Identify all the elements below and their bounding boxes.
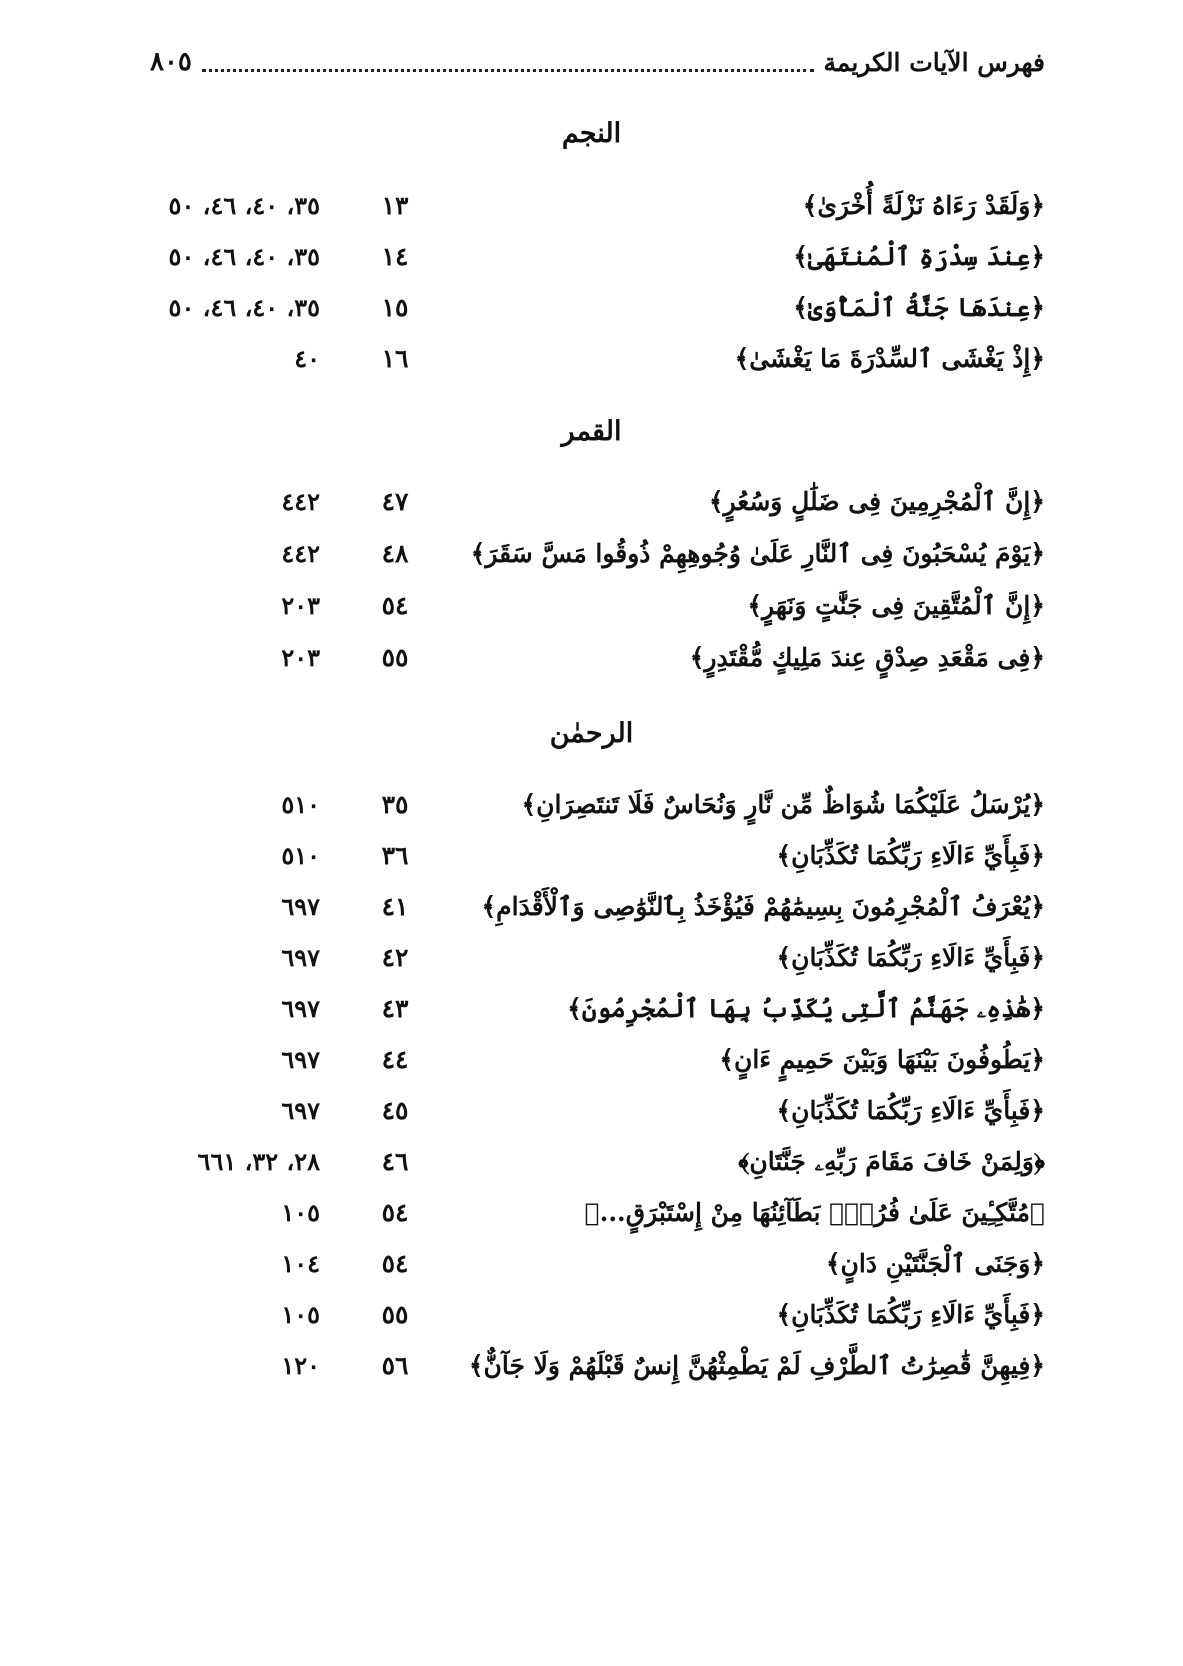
- index-row: [140, 1142, 1045, 1182]
- index-row: [140, 989, 1045, 1029]
- page-references: ٣٥، ٤٠، ٤٦، ٥٠: [168, 191, 320, 220]
- index-row: [140, 339, 1045, 379]
- verse-text: ﴿فِيهِنَّ قَٰصِرَٰتُ ٱلطَّرْفِ لَمْ يَطْمِثْهُنَّ إِنسٌ قَبْلَهُمْ وَلَا جَآنٌّ﴾: [468, 1351, 1045, 1380]
- page-references: ٥١٠: [281, 790, 320, 819]
- verse-text: ﴿يُرْسَلُ عَلَيْكُمَا شُوَاظٌ مِّن نَّارٍ وَنُحَاسٌ فَلَا تَنتَصِرَانِ﴾: [521, 790, 1045, 819]
- page-references: ٣٥، ٤٠، ٤٦، ٥٠: [168, 293, 320, 322]
- index-row: [140, 1040, 1045, 1080]
- page-references: ٣٥، ٤٠، ٤٦، ٥٠: [168, 242, 320, 271]
- index-row: [140, 887, 1045, 927]
- index-row: [140, 1346, 1045, 1386]
- page-references: ٦٩٧: [281, 892, 320, 921]
- page-references: ٤٤٢: [281, 539, 320, 568]
- verse-text: ﴿فَبِأَيِّ ءَالَاءِ رَبِّكُمَا تُكَذِّبَانِ﴾: [776, 943, 1045, 972]
- page-references: ٢٨، ٣٢، ٦٦١: [197, 1147, 320, 1176]
- ayah-number: ٣٥: [381, 790, 409, 819]
- ayah-number: ٥٤: [381, 1198, 409, 1227]
- verse-text: ﴿يَطُوفُونَ بَيْنَهَا وَبَيْنَ حَمِيمٍ ءَانٍ﴾: [719, 1045, 1045, 1074]
- verse-text: ﴿إِنَّ ٱلْمُتَّقِينَ فِى جَنَّٰتٍ وَنَهَرٍ﴾: [747, 591, 1045, 620]
- header-title: فهرس الآيات الكريمة: [823, 47, 1045, 77]
- page-references: ٦٩٧: [281, 943, 320, 972]
- index-row: [140, 1091, 1045, 1131]
- verse-text: ﴿هَٰذِهِۦ جَهَنَّمُ ٱلَّتِى يُكَذِّبُ بِهَا ٱلْمُجْرِمُونَ﴾: [567, 994, 1045, 1023]
- index-row: [140, 1295, 1045, 1335]
- index-row: [140, 482, 1045, 522]
- ayah-number: ١٤: [381, 242, 409, 271]
- ayah-number: ٥٤: [381, 591, 409, 620]
- page-references: ٤٠: [294, 344, 320, 373]
- section-title-rahman: الرحمٰن: [549, 718, 634, 749]
- ayah-number: ٥٦: [381, 1351, 409, 1380]
- ayah-number: ٥٤: [381, 1249, 409, 1278]
- verse-text: ﴿فِى مَقْعَدِ صِدْقٍ عِندَ مَلِيكٍ مُّقْتَدِرٍ﴾: [689, 643, 1045, 672]
- index-row: [140, 785, 1045, 825]
- verse-text: ﴿إِذْ يَغْشَى ٱلسِّدْرَةَ مَا يَغْشَىٰ﴾: [734, 344, 1045, 373]
- verse-text: ﴿يَوْمَ يُسْحَبُونَ فِى ٱلنَّارِ عَلَىٰ وُجُوهِهِمْ ذُوقُوا مَسَّ سَقَرَ﴾: [470, 539, 1045, 568]
- page-references: ٦٩٧: [281, 994, 320, 1023]
- ayah-number: ٤٦: [381, 1147, 409, 1176]
- ayah-number: ٤٤: [381, 1045, 409, 1074]
- ayah-number: ٥٥: [381, 1300, 409, 1329]
- header-leader-dots: [202, 69, 814, 72]
- verse-text: ﴿إِنَّ ٱلْمُجْرِمِينَ فِى ضَلَٰلٍ وَسُعُرٍ﴾: [708, 487, 1045, 516]
- index-row: [140, 1244, 1045, 1284]
- index-row: [140, 586, 1045, 626]
- ayah-number: ١٥: [381, 293, 409, 322]
- ayah-number: ٤١: [381, 892, 409, 921]
- ayah-number: ٤٧: [381, 487, 409, 516]
- verse-text: ﴿فَبِأَيِّ ءَالَاءِ رَبِّكُمَا تُكَذِّبَانِ﴾: [776, 1300, 1045, 1329]
- index-row: [140, 836, 1045, 876]
- page-references: ٢٠٣: [281, 643, 320, 672]
- verse-text: ﴿مُتَّكِـِٔينَ عَلَىٰ فُرُشٍۭ بَطَآئِنُهَا مِنْ إِسْتَبْرَقٍ...﴾: [584, 1198, 1045, 1227]
- section-title-najm: النجم: [561, 118, 622, 149]
- index-row: [140, 186, 1045, 226]
- page-references: ١٢٠: [281, 1351, 320, 1380]
- index-row: [140, 288, 1045, 328]
- verse-text: ﴿فَبِأَيِّ ءَالَاءِ رَبِّكُمَا تُكَذِّبَانِ﴾: [776, 841, 1045, 870]
- page-references: ٦٩٧: [281, 1096, 320, 1125]
- ayah-number: ٤٨: [381, 539, 409, 568]
- page-references: ٢٠٣: [281, 591, 320, 620]
- index-row: [140, 1193, 1045, 1233]
- page-header: [150, 42, 1045, 82]
- index-row: [140, 938, 1045, 978]
- verse-text: ﴿وَجَنَى ٱلْجَنَّتَيْنِ دَانٍ﴾: [825, 1249, 1045, 1278]
- ayah-number: ٤٥: [381, 1096, 409, 1125]
- page-references: ١٠٤: [281, 1249, 320, 1278]
- ayah-number: ١٦: [381, 344, 409, 373]
- page-references: ١٠٥: [281, 1198, 320, 1227]
- verse-text: ﴿فَبِأَيِّ ءَالَاءِ رَبِّكُمَا تُكَذِّبَانِ﴾: [776, 1096, 1045, 1125]
- index-row: [140, 237, 1045, 277]
- index-row: [140, 638, 1045, 678]
- verse-text: ﴿وَلَقَدْ رَءَاهُ نَزْلَةً أُخْرَىٰ﴾: [802, 191, 1045, 220]
- verse-text: ﴿يُعْرَفُ ٱلْمُجْرِمُونَ بِسِيمَٰهُمْ فَيُؤْخَذُ بِٱلنَّوَٰصِى وَٱلْأَقْدَامِ﴾: [481, 892, 1045, 921]
- verse-text: ﴿عِندَهَا جَنَّةُ ٱلْمَأْوَىٰ﴾: [793, 293, 1045, 322]
- index-row: [140, 534, 1045, 574]
- ayah-number: ٣٦: [381, 841, 409, 870]
- verse-text: ﴿وَلِمَنْ خَافَ مَقَامَ رَبِّهِۦ جَنَّتَانِ﴾: [738, 1147, 1045, 1176]
- page-number: ٨٠٥: [150, 47, 192, 77]
- section-title-qamar: القمر: [561, 416, 622, 447]
- ayah-number: ٥٥: [381, 643, 409, 672]
- page-references: ٥١٠: [281, 841, 320, 870]
- page-references: ١٠٥: [281, 1300, 320, 1329]
- page-references: ٦٩٧: [281, 1045, 320, 1074]
- page-references: ٤٤٢: [281, 487, 320, 516]
- ayah-number: ٤٣: [381, 994, 409, 1023]
- ayah-number: ١٣: [381, 191, 409, 220]
- verse-text: ﴿عِندَ سِدْرَةِ ٱلْمُنتَهَىٰ﴾: [793, 242, 1045, 271]
- ayah-number: ٤٢: [381, 943, 409, 972]
